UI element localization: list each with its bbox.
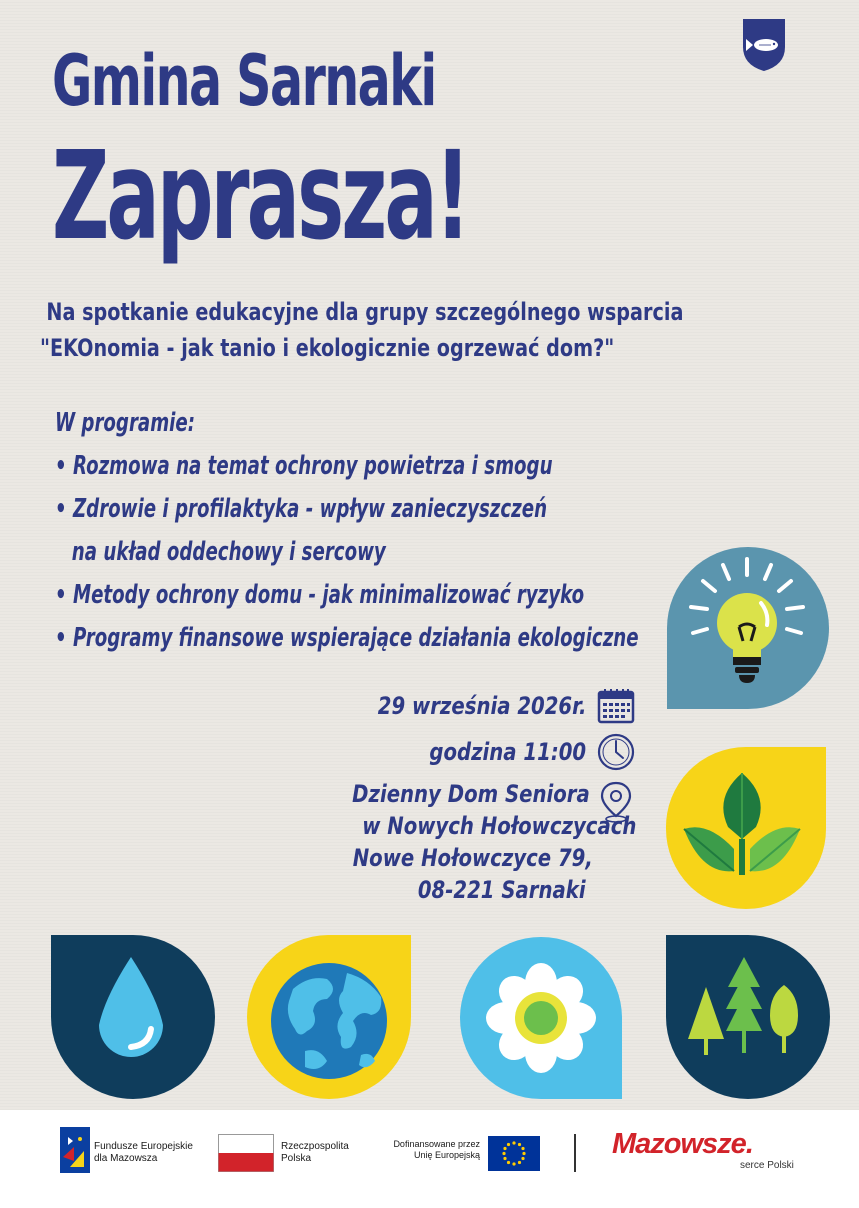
address-line bbox=[300, 778, 636, 810]
event-address bbox=[300, 778, 636, 906]
rp-line2: Polska bbox=[281, 1153, 312, 1164]
address-text: Dzienny Dom Seniora bbox=[352, 780, 590, 808]
eu-line1: Dofinansowane przez bbox=[393, 1139, 480, 1149]
mazowsze-tagline: serce Polski bbox=[740, 1160, 794, 1171]
event-time: godzina 11:00 bbox=[429, 738, 586, 766]
intro-text bbox=[40, 294, 683, 366]
event-date: 29 września 2026r. bbox=[377, 692, 586, 720]
address-line bbox=[300, 842, 636, 874]
program-item-continuation: na układ oddechowy i sercowy bbox=[71, 537, 386, 567]
poster-title-line2: Zaprasza! bbox=[52, 125, 468, 267]
eu-line2: Unię Europejską bbox=[413, 1150, 480, 1160]
rp-line1: Rzeczpospolita bbox=[281, 1141, 349, 1152]
address-line bbox=[300, 810, 636, 842]
program-item: • Metody ochrony domu - jak minimalizować ryzyko bbox=[55, 574, 639, 617]
crest-icon bbox=[741, 17, 787, 72]
fe-line1: Fundusze Europejskie bbox=[94, 1141, 193, 1152]
eu-label bbox=[380, 1139, 480, 1161]
program-item: • Programy finansowe wspierające działania ekologiczne bbox=[55, 617, 639, 660]
event-date-row bbox=[300, 686, 636, 726]
program-heading: W programie: bbox=[55, 408, 196, 438]
poster-title-line1: Gmina Sarnaki bbox=[52, 40, 436, 122]
address-line bbox=[300, 874, 636, 906]
address-text: 08-221 Sarnaki bbox=[418, 876, 586, 904]
intro-line1: Na spotkanie edukacyjne dla grupy szczególnego wsparcia bbox=[46, 298, 684, 326]
fe-line2: dla Mazowsza bbox=[94, 1153, 158, 1164]
trees-icon bbox=[664, 935, 834, 1100]
eu-flag-icon bbox=[488, 1136, 540, 1171]
lightbulb-icon bbox=[665, 545, 835, 715]
event-details bbox=[300, 686, 636, 906]
calendar-icon bbox=[596, 686, 636, 726]
polish-flag-icon bbox=[218, 1134, 274, 1172]
program-list bbox=[55, 402, 639, 660]
footer-divider bbox=[574, 1134, 576, 1172]
intro-line2: "EKOnomia - jak tanio i ekologicznie ogrzewać dom?" bbox=[40, 334, 615, 362]
event-time-row bbox=[300, 732, 636, 772]
rp-label bbox=[281, 1141, 349, 1165]
address-text: w Nowych Hołowczycach bbox=[361, 812, 636, 840]
earth-globe-icon bbox=[243, 935, 413, 1100]
program-item: • Zdrowie i profilaktyka - wpływ zanieczyszczeń bbox=[55, 488, 639, 531]
program-item: • Rozmowa na temat ochrony powietrza i smogu bbox=[55, 445, 639, 488]
water-drop-icon bbox=[51, 935, 216, 1100]
clock-icon bbox=[596, 732, 636, 772]
flower-icon bbox=[458, 935, 628, 1103]
address-text: Nowe Hołowczyce 79, bbox=[352, 844, 593, 872]
fe-logo-icon bbox=[60, 1127, 90, 1173]
fe-label bbox=[94, 1141, 193, 1165]
leaves-icon bbox=[662, 745, 830, 913]
mazowsze-logo: Mazowsze. bbox=[612, 1128, 753, 1160]
